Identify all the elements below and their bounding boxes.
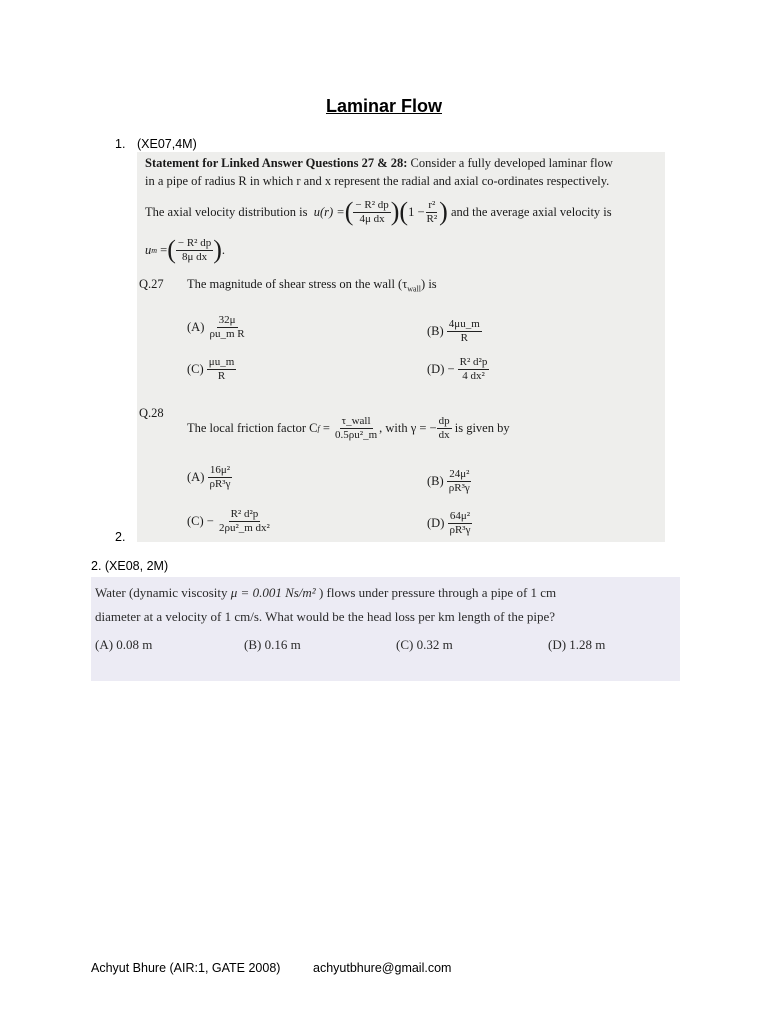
average-velocity-text: and the average axial velocity is [450, 204, 612, 219]
question-1-scan [137, 152, 665, 542]
velocity-text: The axial velocity distribution is [145, 204, 308, 219]
statement-line-2: in a pipe of radius R in which r and x represent the radial and axial co-ordinates respectively. [145, 174, 610, 188]
question-2-scan [91, 577, 680, 681]
statement-line-1 [145, 156, 613, 171]
q1-tag: (XE07,4M) [137, 137, 197, 151]
q27-option-b: (B) $\frac{4\mu u\_m}{R}$ [427, 318, 480, 344]
gamma-fraction: $\frac{dp}{dx}$ [438, 414, 450, 441]
q28-option-d: (D) $\frac{\text{64μ²}}{\text{ρR³γ}}$ [427, 510, 471, 536]
q28-text: The local friction factor C f = $\frac{\text{τ\_wall}}{\text{0.5ρu²\_m}}$ , with γ = − $\frac{dp}{dx}$ is given by [187, 414, 510, 441]
list-item-2-number: 2. [115, 530, 126, 544]
q27-number: Q.27 [139, 277, 164, 291]
page-title: Laminar Flow [325, 96, 442, 116]
footer-author: Achyut Bhure (AIR:1, GATE 2008) [91, 961, 281, 975]
q28-option-c: (C) − $\frac{\text{R² d²p}}{\text{2ρu²\_m dx²}}$ [187, 508, 270, 534]
q2-option-d: (D) 1.28 m [548, 637, 606, 652]
q2-option-b: (B) 0.16 m [244, 637, 301, 652]
q2-line-1: Water (dynamic viscosity μ = 0.001 Ns/m² ) flows under pressure through a pipe of 1 cm [95, 585, 557, 600]
friction-factor-fraction: $\frac{\text{τ\_wall}}{\text{0.5ρu²\_m}}$ [335, 414, 378, 441]
q2-line-2: diameter at a velocity of 1 cm/s. What would be the head loss per km length of the pipe? [95, 609, 556, 624]
velocity-equation-line: The axial velocity distribution is u(r) = ( $\frac{\text{− R² dp}}{\text{4μ dx}}$ )( 1 − $\frac{\text{r²}}{\text{R²}}$ ) and the average axial velocity is [145, 197, 612, 226]
statement-bold: Statement for Linked Answer Questions 27 & 28: [145, 156, 408, 170]
q28-option-b: (B) $\frac{\text{24μ²}}{\text{ρR³γ}}$ [427, 468, 470, 494]
footer-email[interactable]: achyutbhure@gmail.com [313, 961, 452, 975]
q28-number: Q.28 [139, 406, 164, 420]
q2-option-c: (C) 0.32 m [396, 637, 453, 652]
q27-text: The magnitude of shear stress on the wall $(\tau_{wall})$ is [187, 277, 437, 294]
q28-option-a: (A) $\frac{\text{16μ²}}{\text{ρR³γ}}$ [187, 464, 231, 490]
q27-option-d: (D) − $\frac{\text{R² d²p}}{\text{4 dx²}}$ [427, 356, 488, 382]
q2-heading: 2. (XE08, 2M) [91, 559, 169, 573]
statement-rest: Consider a fully developed laminar flow [410, 156, 613, 170]
velocity-fraction-2: $\frac{\text{r²}}{\text{R²}}$ [426, 198, 438, 225]
average-velocity-equation: u m = ( $\frac{\text{− R² dp}}{\text{8μ dx}}$ ) . [145, 235, 226, 264]
q27-option-a: (A) $\frac{32\mu}{\text{ρu\_m R}}$ [187, 314, 245, 340]
u-of-r: u(r) = [313, 204, 345, 219]
average-velocity-fraction: $\frac{\text{− R² dp}}{\text{8μ dx}}$ [177, 236, 212, 263]
q1-number: 1. [115, 137, 126, 151]
velocity-fraction-1: $\frac{\text{− R² dp}}{\text{4μ dx}}$ [355, 198, 389, 225]
q2-option-a: (A) 0.08 m [95, 637, 153, 652]
q27-option-c: (C) $\frac{\mu u\_m}{R}$ [187, 356, 235, 382]
